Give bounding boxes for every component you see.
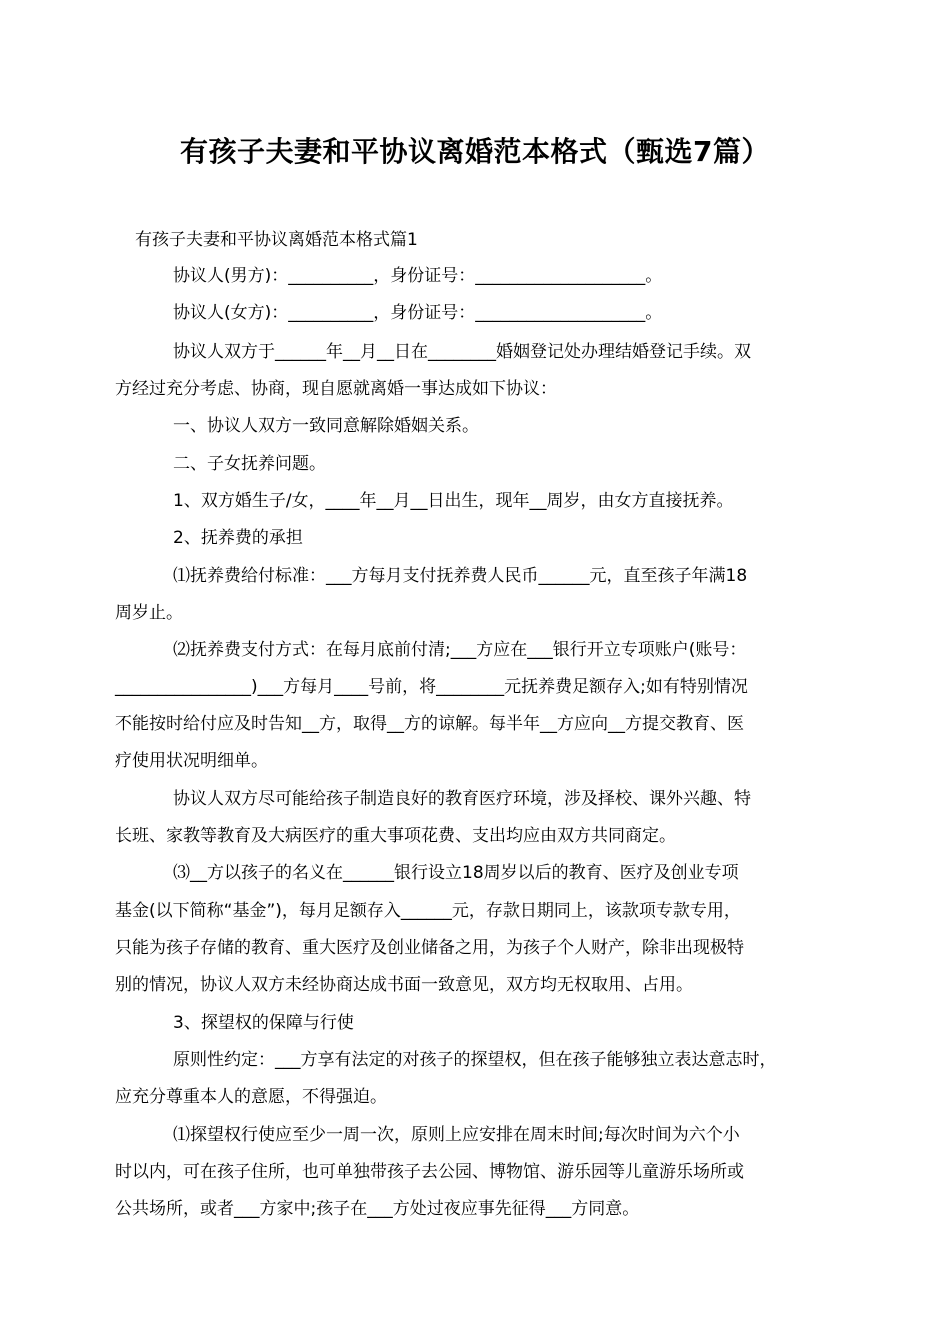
paragraph-line: 一、协议人双方一致同意解除婚姻关系。 [173, 416, 479, 436]
paragraph-line: 协议人(男方)：__________，身份证号：____________________。 [173, 266, 663, 286]
paragraph-line: 3、探望权的保障与行使 [173, 1013, 354, 1033]
paragraph-line: 2、抚养费的承担 [173, 528, 303, 548]
paragraph-line: ⑵抚养费支付方式：在每月底前付清;___方应在___银行开立专项账户(账号： [173, 640, 747, 660]
paragraph-line: 基金(以下简称“基金”)，每月足额存入______元，存款日期同上，该款项专款专用， [115, 901, 741, 921]
paragraph-line: 周岁止。 [115, 603, 183, 623]
section-heading: 有孩子夫妻和平协议离婚范本格式篇1 [135, 230, 418, 250]
paragraph-line: ⑴抚养费给付标准：___方每月支付抚养费人民币______元，直至孩子年满18 [173, 566, 748, 586]
document-title: 有孩子夫妻和平协议离婚范本格式（甄选7篇） [180, 135, 770, 168]
paragraph-line: 只能为孩子存储的教育、重大医疗及创业储备之用，为孩子个人财产，除非出现极特 [115, 938, 744, 958]
paragraph-line: 应充分尊重本人的意愿，不得强迫。 [115, 1087, 387, 1107]
paragraph-line: 公共场所，或者___方家中;孩子在___方处过夜应事先征得___方同意。 [115, 1199, 640, 1219]
paragraph-line: 协议人(女方)：__________，身份证号：____________________。 [173, 303, 663, 323]
paragraph-line: 长班、家教等教育及大病医疗的重大事项花费、支出均应由双方共同商定。 [115, 826, 676, 846]
paragraph-line: 方经过充分考虑、协商，现自愿就离婚一事达成如下协议： [115, 379, 557, 399]
paragraph-line: ________________)___方每月____号前，将________元抚养费足额存入;如有特别情况 [115, 677, 748, 697]
paragraph-line: 1、双方婚生子/女，____年__月__日出生，现年__周岁，由女方直接抚养。 [173, 491, 734, 511]
paragraph-line: ⑶__方以孩子的名义在______银行设立18周岁以后的教育、医疗及创业专项 [173, 863, 739, 883]
paragraph-line: 不能按时给付应及时告知__方，取得__方的谅解。每半年__方应向__方提交教育、医 [115, 714, 744, 734]
paragraph-line: 原则性约定：___方享有法定的对孩子的探望权，但在孩子能够独立表达意志时， [173, 1050, 777, 1070]
paragraph-line: 协议人双方于______年__月__日在________婚姻登记处办理结婚登记手续。双 [173, 342, 751, 362]
paragraph-line: 二、子女抚养问题。 [173, 454, 326, 474]
paragraph-line: 时以内，可在孩子住所，也可单独带孩子去公园、博物馆、游乐园等儿童游乐场所或 [115, 1162, 744, 1182]
paragraph-line: 协议人双方尽可能给孩子制造良好的教育医疗环境，涉及择校、课外兴趣、特 [173, 789, 751, 809]
paragraph-line: 疗使用状况明细单。 [115, 751, 268, 771]
paragraph-line: 别的情况，协议人双方未经协商达成书面一致意见，双方均无权取用、占用。 [115, 975, 693, 995]
paragraph-line: ⑴探望权行使应至少一周一次，原则上应安排在周末时间;每次时间为六个小 [173, 1125, 740, 1145]
